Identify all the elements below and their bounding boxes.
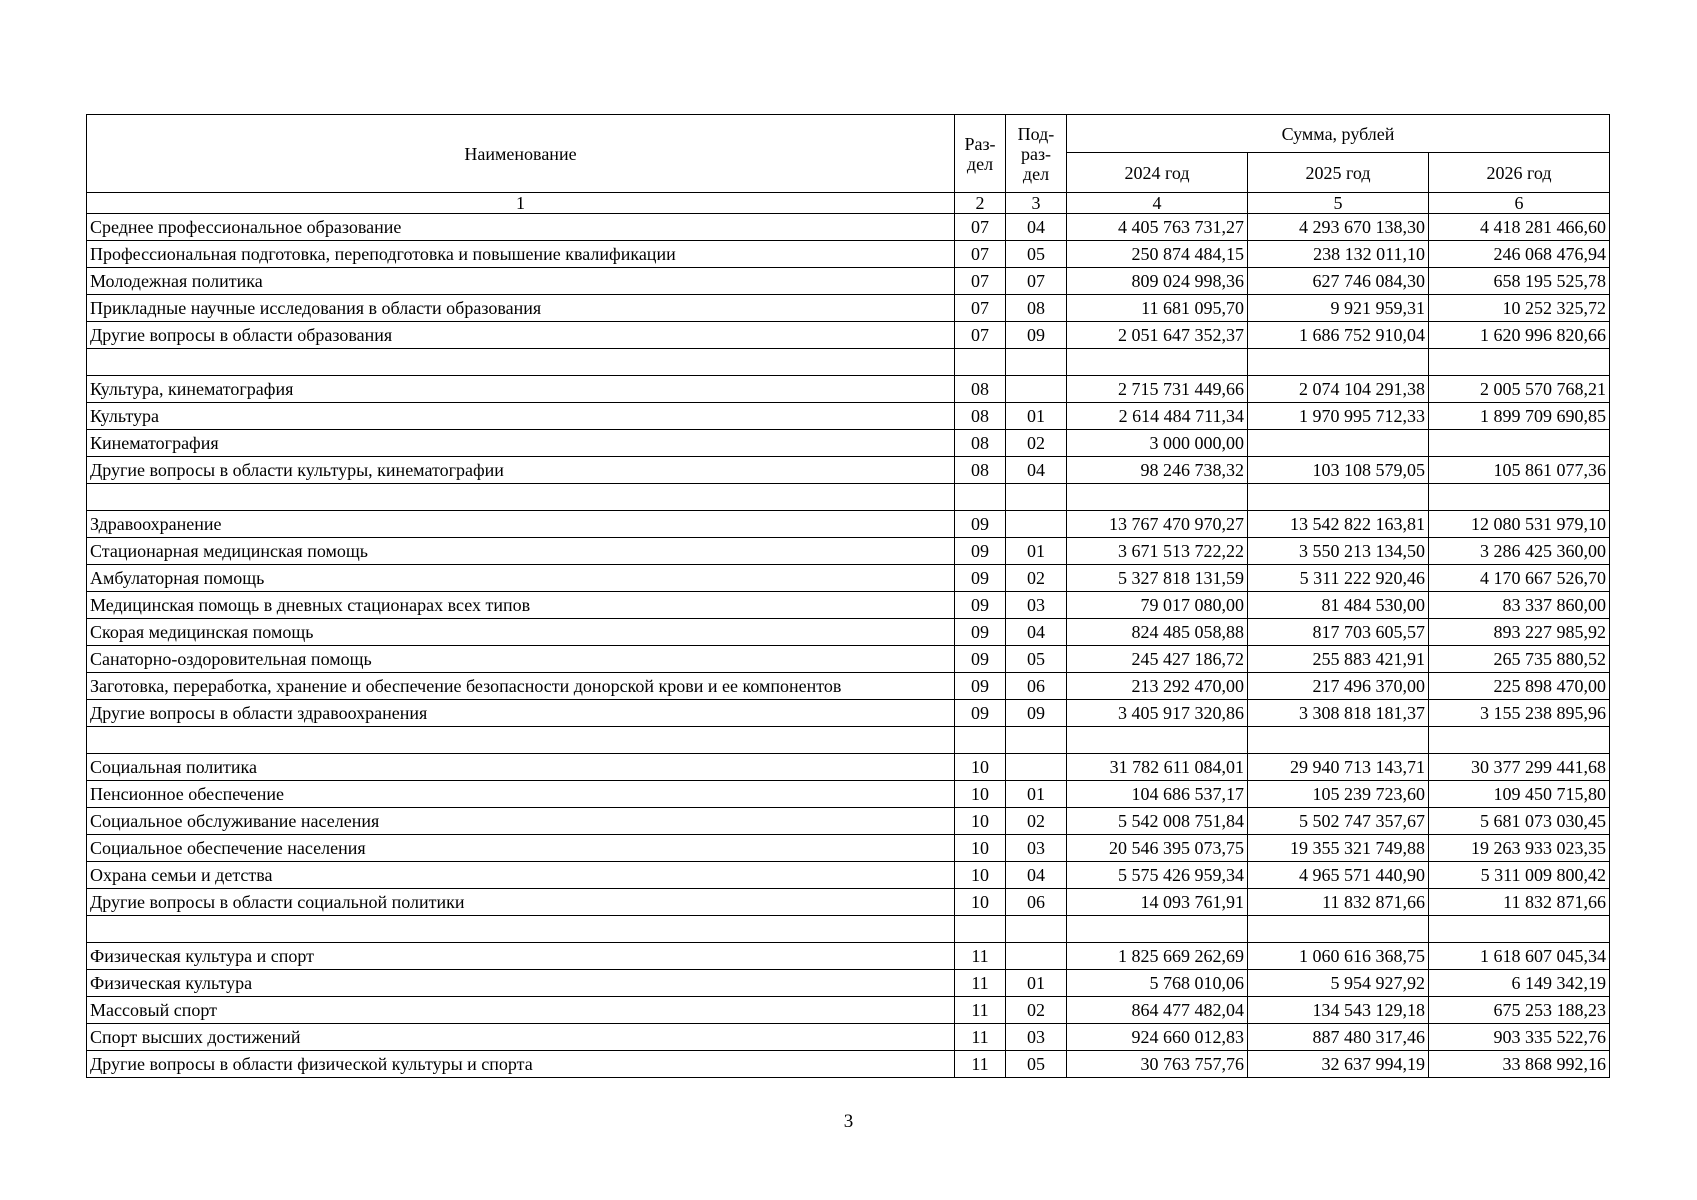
empty-cell bbox=[955, 916, 1006, 943]
amount-2024-cell: 104 686 537,17 bbox=[1067, 781, 1248, 808]
name-cell: Культура, кинематография bbox=[87, 376, 955, 403]
header-row-1 bbox=[87, 115, 1610, 153]
amount-2026-cell: 903 335 522,76 bbox=[1429, 1024, 1610, 1051]
amount-2024-cell: 4 405 763 731,27 bbox=[1067, 214, 1248, 241]
amount-2026-cell: 109 450 715,80 bbox=[1429, 781, 1610, 808]
header-name: Наименование bbox=[87, 115, 955, 193]
column-number: 1 bbox=[87, 193, 955, 214]
section-total-row bbox=[87, 754, 1610, 781]
podrazdel-cell bbox=[1006, 511, 1067, 538]
amount-2025-cell: 817 703 605,57 bbox=[1248, 619, 1429, 646]
spacer-row bbox=[87, 349, 1610, 376]
table-row bbox=[87, 970, 1610, 997]
empty-cell bbox=[87, 484, 955, 511]
table-row bbox=[87, 295, 1610, 322]
header-razdel: Раз- дел bbox=[955, 115, 1006, 193]
name-cell: Прикладные научные исследования в области образования bbox=[87, 295, 955, 322]
amount-2025-cell: 9 921 959,31 bbox=[1248, 295, 1429, 322]
razdel-cell: 10 bbox=[955, 889, 1006, 916]
podrazdel-cell: 05 bbox=[1006, 646, 1067, 673]
podrazdel-cell: 04 bbox=[1006, 862, 1067, 889]
podrazdel-cell: 06 bbox=[1006, 889, 1067, 916]
amount-2026-cell: 1 620 996 820,66 bbox=[1429, 322, 1610, 349]
empty-cell bbox=[1248, 916, 1429, 943]
table-row bbox=[87, 457, 1610, 484]
amount-2025-cell: 103 108 579,05 bbox=[1248, 457, 1429, 484]
column-numbers-row bbox=[87, 193, 1610, 214]
amount-2024-cell: 250 874 484,15 bbox=[1067, 241, 1248, 268]
empty-cell bbox=[1006, 349, 1067, 376]
spacer-row bbox=[87, 916, 1610, 943]
amount-2025-cell: 887 480 317,46 bbox=[1248, 1024, 1429, 1051]
amount-2025-cell: 29 940 713 143,71 bbox=[1248, 754, 1429, 781]
empty-cell bbox=[1006, 727, 1067, 754]
podrazdel-cell: 05 bbox=[1006, 241, 1067, 268]
empty-cell bbox=[1248, 727, 1429, 754]
amount-2025-cell: 1 970 995 712,33 bbox=[1248, 403, 1429, 430]
razdel-cell: 11 bbox=[955, 1024, 1006, 1051]
column-number: 5 bbox=[1248, 193, 1429, 214]
empty-cell bbox=[1248, 349, 1429, 376]
podrazdel-cell: 04 bbox=[1006, 457, 1067, 484]
razdel-cell: 07 bbox=[955, 241, 1006, 268]
razdel-cell: 08 bbox=[955, 403, 1006, 430]
empty-cell bbox=[955, 727, 1006, 754]
name-cell: Социальное обслуживание населения bbox=[87, 808, 955, 835]
amount-2025-cell: 4 293 670 138,30 bbox=[1248, 214, 1429, 241]
table-row bbox=[87, 214, 1610, 241]
amount-2024-cell: 809 024 998,36 bbox=[1067, 268, 1248, 295]
amount-2025-cell: 217 496 370,00 bbox=[1248, 673, 1429, 700]
amount-2025-cell: 19 355 321 749,88 bbox=[1248, 835, 1429, 862]
razdel-cell: 08 bbox=[955, 376, 1006, 403]
razdel-cell: 10 bbox=[955, 808, 1006, 835]
section-total-row bbox=[87, 511, 1610, 538]
name-cell: Другие вопросы в области культуры, кинематографии bbox=[87, 457, 955, 484]
razdel-cell: 11 bbox=[955, 943, 1006, 970]
amount-2024-cell: 79 017 080,00 bbox=[1067, 592, 1248, 619]
amount-2024-cell: 5 768 010,06 bbox=[1067, 970, 1248, 997]
table-row bbox=[87, 646, 1610, 673]
empty-cell bbox=[1429, 484, 1610, 511]
table-body bbox=[87, 214, 1610, 1078]
amount-2025-cell: 5 311 222 920,46 bbox=[1248, 565, 1429, 592]
amount-2025-cell: 1 686 752 910,04 bbox=[1248, 322, 1429, 349]
amount-2024-cell: 2 614 484 711,34 bbox=[1067, 403, 1248, 430]
amount-2026-cell: 225 898 470,00 bbox=[1429, 673, 1610, 700]
empty-cell bbox=[87, 916, 955, 943]
name-cell: Физическая культура bbox=[87, 970, 955, 997]
amount-2024-cell: 30 763 757,76 bbox=[1067, 1051, 1248, 1078]
amount-2026-cell: 4 418 281 466,60 bbox=[1429, 214, 1610, 241]
podrazdel-cell: 07 bbox=[1006, 268, 1067, 295]
amount-2025-cell: 3 550 213 134,50 bbox=[1248, 538, 1429, 565]
razdel-cell: 09 bbox=[955, 565, 1006, 592]
amount-2024-cell: 213 292 470,00 bbox=[1067, 673, 1248, 700]
amount-2025-cell: 4 965 571 440,90 bbox=[1248, 862, 1429, 889]
razdel-cell: 09 bbox=[955, 700, 1006, 727]
table-row bbox=[87, 619, 1610, 646]
name-cell: Скорая медицинская помощь bbox=[87, 619, 955, 646]
razdel-cell: 07 bbox=[955, 214, 1006, 241]
amount-2025-cell: 3 308 818 181,37 bbox=[1248, 700, 1429, 727]
razdel-cell: 09 bbox=[955, 538, 1006, 565]
name-cell: Кинематография bbox=[87, 430, 955, 457]
amount-2026-cell: 1 618 607 045,34 bbox=[1429, 943, 1610, 970]
column-number: 6 bbox=[1429, 193, 1610, 214]
header-podrazdel: Под- раз- дел bbox=[1006, 115, 1067, 193]
amount-2025-cell: 1 060 616 368,75 bbox=[1248, 943, 1429, 970]
budget-table bbox=[86, 114, 1610, 1078]
amount-2024-cell: 864 477 482,04 bbox=[1067, 997, 1248, 1024]
amount-2025-cell: 627 746 084,30 bbox=[1248, 268, 1429, 295]
spacer-row bbox=[87, 727, 1610, 754]
razdel-cell: 11 bbox=[955, 997, 1006, 1024]
podrazdel-cell: 02 bbox=[1006, 565, 1067, 592]
amount-2025-cell: 11 832 871,66 bbox=[1248, 889, 1429, 916]
amount-2026-cell: 105 861 077,36 bbox=[1429, 457, 1610, 484]
header-year-2024: 2024 год bbox=[1067, 153, 1248, 193]
razdel-cell: 09 bbox=[955, 592, 1006, 619]
razdel-cell: 10 bbox=[955, 754, 1006, 781]
razdel-cell: 08 bbox=[955, 457, 1006, 484]
table-row bbox=[87, 268, 1610, 295]
amount-2024-cell: 31 782 611 084,01 bbox=[1067, 754, 1248, 781]
amount-2026-cell: 6 149 342,19 bbox=[1429, 970, 1610, 997]
amount-2026-cell: 30 377 299 441,68 bbox=[1429, 754, 1610, 781]
empty-cell bbox=[955, 484, 1006, 511]
empty-cell bbox=[1429, 349, 1610, 376]
razdel-cell: 11 bbox=[955, 1051, 1006, 1078]
name-cell: Молодежная политика bbox=[87, 268, 955, 295]
amount-2026-cell: 33 868 992,16 bbox=[1429, 1051, 1610, 1078]
amount-2026-cell: 5 681 073 030,45 bbox=[1429, 808, 1610, 835]
empty-cell bbox=[955, 349, 1006, 376]
razdel-cell: 09 bbox=[955, 673, 1006, 700]
table-row bbox=[87, 997, 1610, 1024]
razdel-cell: 09 bbox=[955, 511, 1006, 538]
name-cell: Пенсионное обеспечение bbox=[87, 781, 955, 808]
table-row bbox=[87, 538, 1610, 565]
razdel-cell: 11 bbox=[955, 970, 1006, 997]
amount-2026-cell: 893 227 985,92 bbox=[1429, 619, 1610, 646]
amount-2025-cell: 5 502 747 357,67 bbox=[1248, 808, 1429, 835]
podrazdel-cell: 02 bbox=[1006, 808, 1067, 835]
amount-2024-cell: 5 327 818 131,59 bbox=[1067, 565, 1248, 592]
podrazdel-cell: 03 bbox=[1006, 835, 1067, 862]
name-cell: Другие вопросы в области образования bbox=[87, 322, 955, 349]
page-number: 3 bbox=[843, 1111, 854, 1132]
amount-2024-cell: 1 825 669 262,69 bbox=[1067, 943, 1248, 970]
table-row bbox=[87, 808, 1610, 835]
table-row bbox=[87, 673, 1610, 700]
amount-2025-cell: 81 484 530,00 bbox=[1248, 592, 1429, 619]
podrazdel-cell: 08 bbox=[1006, 295, 1067, 322]
amount-2026-cell: 675 253 188,23 bbox=[1429, 997, 1610, 1024]
empty-cell bbox=[1067, 916, 1248, 943]
razdel-cell: 10 bbox=[955, 862, 1006, 889]
amount-2024-cell: 13 767 470 970,27 bbox=[1067, 511, 1248, 538]
amount-2026-cell: 246 068 476,94 bbox=[1429, 241, 1610, 268]
amount-2025-cell: 134 543 129,18 bbox=[1248, 997, 1429, 1024]
amount-2026-cell: 5 311 009 800,42 bbox=[1429, 862, 1610, 889]
empty-cell bbox=[1067, 349, 1248, 376]
name-cell: Массовый спорт bbox=[87, 997, 955, 1024]
name-cell: Культура bbox=[87, 403, 955, 430]
razdel-cell: 09 bbox=[955, 619, 1006, 646]
podrazdel-cell bbox=[1006, 754, 1067, 781]
empty-cell bbox=[1067, 727, 1248, 754]
table-row bbox=[87, 835, 1610, 862]
podrazdel-cell: 01 bbox=[1006, 781, 1067, 808]
name-cell: Спорт высших достижений bbox=[87, 1024, 955, 1051]
empty-cell bbox=[1429, 727, 1610, 754]
amount-2026-cell: 10 252 325,72 bbox=[1429, 295, 1610, 322]
razdel-cell: 07 bbox=[955, 295, 1006, 322]
amount-2026-cell: 11 832 871,66 bbox=[1429, 889, 1610, 916]
amount-2024-cell: 3 000 000,00 bbox=[1067, 430, 1248, 457]
column-number: 3 bbox=[1006, 193, 1067, 214]
table-row bbox=[87, 241, 1610, 268]
amount-2024-cell: 11 681 095,70 bbox=[1067, 295, 1248, 322]
table-row bbox=[87, 322, 1610, 349]
razdel-cell: 07 bbox=[955, 268, 1006, 295]
amount-2026-cell: 1 899 709 690,85 bbox=[1429, 403, 1610, 430]
name-cell: Стационарная медицинская помощь bbox=[87, 538, 955, 565]
header-year-2026: 2026 год bbox=[1429, 153, 1610, 193]
razdel-cell: 10 bbox=[955, 781, 1006, 808]
amount-2024-cell: 3 405 917 320,86 bbox=[1067, 700, 1248, 727]
podrazdel-cell: 09 bbox=[1006, 322, 1067, 349]
amount-2024-cell: 98 246 738,32 bbox=[1067, 457, 1248, 484]
podrazdel-cell: 09 bbox=[1006, 700, 1067, 727]
name-cell: Другие вопросы в области здравоохранения bbox=[87, 700, 955, 727]
name-cell: Здравоохранение bbox=[87, 511, 955, 538]
amount-2026-cell: 12 080 531 979,10 bbox=[1429, 511, 1610, 538]
table-row bbox=[87, 781, 1610, 808]
podrazdel-cell: 02 bbox=[1006, 430, 1067, 457]
table-row bbox=[87, 862, 1610, 889]
amount-2024-cell: 5 575 426 959,34 bbox=[1067, 862, 1248, 889]
name-cell: Профессиональная подготовка, переподготовка и повышение квалификации bbox=[87, 241, 955, 268]
name-cell: Санаторно-оздоровительная помощь bbox=[87, 646, 955, 673]
empty-cell bbox=[87, 727, 955, 754]
table-row bbox=[87, 700, 1610, 727]
table-row bbox=[87, 889, 1610, 916]
name-cell: Заготовка, переработка, хранение и обеспечение безопасности донорской крови и ее компонентов bbox=[87, 673, 955, 700]
razdel-cell: 09 bbox=[955, 646, 1006, 673]
podrazdel-cell: 06 bbox=[1006, 673, 1067, 700]
amount-2026-cell: 265 735 880,52 bbox=[1429, 646, 1610, 673]
amount-2025-cell: 5 954 927,92 bbox=[1248, 970, 1429, 997]
amount-2024-cell: 14 093 761,91 bbox=[1067, 889, 1248, 916]
podrazdel-cell: 01 bbox=[1006, 538, 1067, 565]
amount-2026-cell: 2 005 570 768,21 bbox=[1429, 376, 1610, 403]
amount-2024-cell: 824 485 058,88 bbox=[1067, 619, 1248, 646]
name-cell: Медицинская помощь в дневных стационарах всех типов bbox=[87, 592, 955, 619]
table-row bbox=[87, 403, 1610, 430]
razdel-cell: 07 bbox=[955, 322, 1006, 349]
razdel-cell: 08 bbox=[955, 430, 1006, 457]
name-cell: Физическая культура и спорт bbox=[87, 943, 955, 970]
amount-2024-cell: 20 546 395 073,75 bbox=[1067, 835, 1248, 862]
amount-2025-cell: 105 239 723,60 bbox=[1248, 781, 1429, 808]
empty-cell bbox=[1006, 916, 1067, 943]
spacer-row bbox=[87, 484, 1610, 511]
amount-2025-cell bbox=[1248, 430, 1429, 457]
header-sum: Сумма, рублей bbox=[1067, 115, 1610, 153]
amount-2026-cell: 658 195 525,78 bbox=[1429, 268, 1610, 295]
podrazdel-cell: 03 bbox=[1006, 592, 1067, 619]
razdel-cell: 10 bbox=[955, 835, 1006, 862]
amount-2025-cell: 238 132 011,10 bbox=[1248, 241, 1429, 268]
podrazdel-cell: 05 bbox=[1006, 1051, 1067, 1078]
amount-2024-cell: 2 715 731 449,66 bbox=[1067, 376, 1248, 403]
amount-2024-cell: 5 542 008 751,84 bbox=[1067, 808, 1248, 835]
table-row bbox=[87, 565, 1610, 592]
table-row bbox=[87, 430, 1610, 457]
amount-2025-cell: 13 542 822 163,81 bbox=[1248, 511, 1429, 538]
table-row bbox=[87, 592, 1610, 619]
column-number: 2 bbox=[955, 193, 1006, 214]
name-cell: Амбулаторная помощь bbox=[87, 565, 955, 592]
name-cell: Другие вопросы в области физической культуры и спорта bbox=[87, 1051, 955, 1078]
name-cell: Охрана семьи и детства bbox=[87, 862, 955, 889]
header-year-2025: 2025 год bbox=[1248, 153, 1429, 193]
podrazdel-cell: 04 bbox=[1006, 619, 1067, 646]
podrazdel-cell: 03 bbox=[1006, 1024, 1067, 1051]
column-number: 4 bbox=[1067, 193, 1248, 214]
amount-2024-cell: 2 051 647 352,37 bbox=[1067, 322, 1248, 349]
amount-2025-cell: 2 074 104 291,38 bbox=[1248, 376, 1429, 403]
section-total-row bbox=[87, 376, 1610, 403]
amount-2026-cell: 19 263 933 023,35 bbox=[1429, 835, 1610, 862]
amount-2025-cell: 255 883 421,91 bbox=[1248, 646, 1429, 673]
podrazdel-cell bbox=[1006, 943, 1067, 970]
amount-2024-cell: 245 427 186,72 bbox=[1067, 646, 1248, 673]
table-row bbox=[87, 1024, 1610, 1051]
amount-2024-cell: 3 671 513 722,22 bbox=[1067, 538, 1248, 565]
name-cell: Социальное обеспечение населения bbox=[87, 835, 955, 862]
amount-2025-cell: 32 637 994,19 bbox=[1248, 1051, 1429, 1078]
empty-cell bbox=[1067, 484, 1248, 511]
section-total-row bbox=[87, 943, 1610, 970]
amount-2026-cell: 3 155 238 895,96 bbox=[1429, 700, 1610, 727]
podrazdel-cell: 01 bbox=[1006, 403, 1067, 430]
empty-cell bbox=[1429, 916, 1610, 943]
empty-cell bbox=[1248, 484, 1429, 511]
amount-2026-cell bbox=[1429, 430, 1610, 457]
amount-2024-cell: 924 660 012,83 bbox=[1067, 1024, 1248, 1051]
amount-2026-cell: 83 337 860,00 bbox=[1429, 592, 1610, 619]
amount-2026-cell: 3 286 425 360,00 bbox=[1429, 538, 1610, 565]
podrazdel-cell bbox=[1006, 376, 1067, 403]
name-cell: Другие вопросы в области социальной политики bbox=[87, 889, 955, 916]
name-cell: Среднее профессиональное образование bbox=[87, 214, 955, 241]
empty-cell bbox=[1006, 484, 1067, 511]
empty-cell bbox=[87, 349, 955, 376]
name-cell: Социальная политика bbox=[87, 754, 955, 781]
podrazdel-cell: 02 bbox=[1006, 997, 1067, 1024]
podrazdel-cell: 04 bbox=[1006, 214, 1067, 241]
amount-2026-cell: 4 170 667 526,70 bbox=[1429, 565, 1610, 592]
podrazdel-cell: 01 bbox=[1006, 970, 1067, 997]
table-row bbox=[87, 1051, 1610, 1078]
